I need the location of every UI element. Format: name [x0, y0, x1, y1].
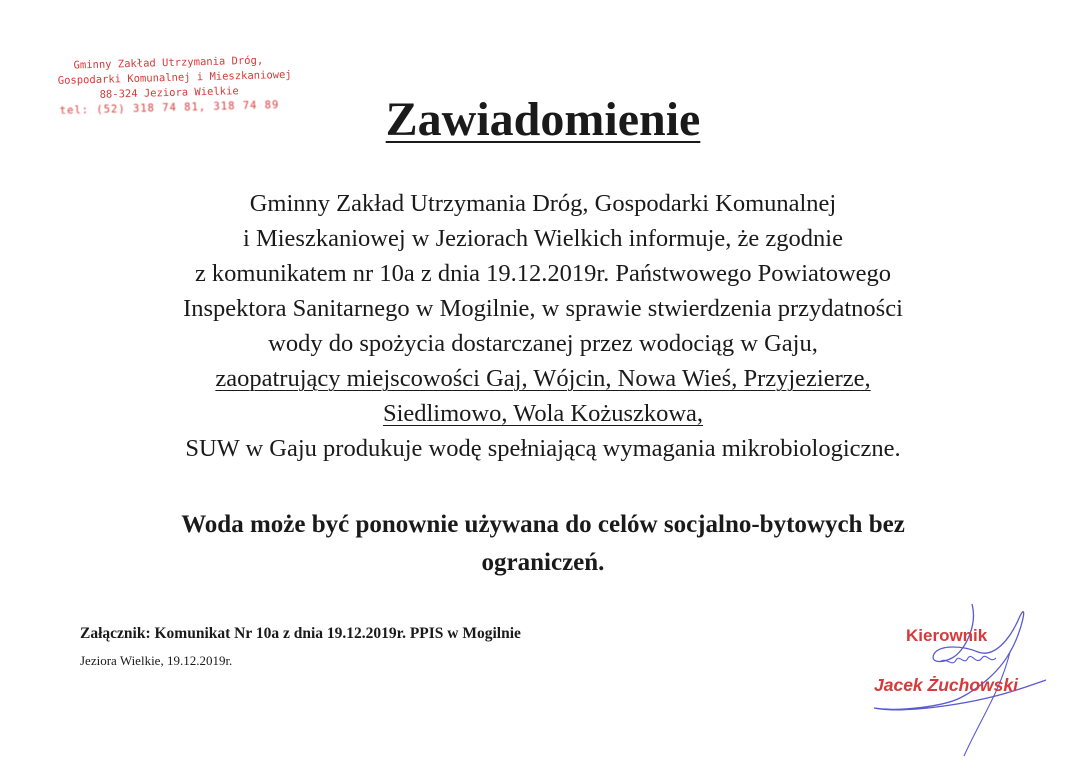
announcement-body [60, 186, 1026, 466]
stamp-line-1: Gminny Zakład Utrzymania Dróg, [73, 54, 264, 72]
signature-stamp [860, 596, 1060, 761]
body-line-2: i Mieszkaniowej w Jeziorach Wielkich informuje, że zgodnie [243, 225, 843, 252]
document-title: Zawiadomienie [385, 93, 701, 146]
signature-name: Jacek Żuchowski [874, 675, 1018, 695]
water-usage-notice [60, 506, 1026, 582]
stamp-line-4: tel: (52) 318 74 81, 318 74 89 [59, 99, 280, 117]
stamp-line-2: Gospodarki Komunalnej i Mieszkaniowej [57, 68, 292, 87]
signature-role: Kierownik [906, 626, 988, 645]
document-title-wrap [0, 92, 1086, 147]
body-line-6: zaopatrujący miejscowości Gaj, Wójcin, Nowa Wieś, Przyjezierze, [215, 365, 871, 392]
body-line-3: z komunikatem nr 10a z dnia 19.12.2019r. Państwowego Powiatowego [194, 260, 892, 287]
body-line-7: Siedlimowo, Wola Kożuszkowa, [382, 400, 704, 427]
notice-line-1: Woda może być ponownie używana do celów socjalno-bytowych bez [181, 511, 905, 538]
attachment-note: Załącznik: Komunikat Nr 10a z dnia 19.12.2019r. PPIS w Mogilnie [80, 625, 521, 642]
stamp-line-3: 88-324 Jeziora Wielkie [99, 85, 239, 101]
body-line-1: Gminny Zakład Utrzymania Dróg, Gospodarki Komunalnej [249, 190, 837, 217]
body-line-5: wody do spożycia dostarczanej przez wodociąg w Gaju, [268, 330, 818, 357]
body-line-8: SUW w Gaju produkuje wodę spełniającą wymagania mikrobiologiczne. [185, 435, 901, 462]
body-line-4: Inspektora Sanitarnego w Mogilnie, w sprawie stwierdzenia przydatności [183, 295, 903, 322]
place-date: Jeziora Wielkie, 19.12.2019r. [80, 653, 233, 668]
notice-line-2: ograniczeń. [481, 549, 605, 576]
